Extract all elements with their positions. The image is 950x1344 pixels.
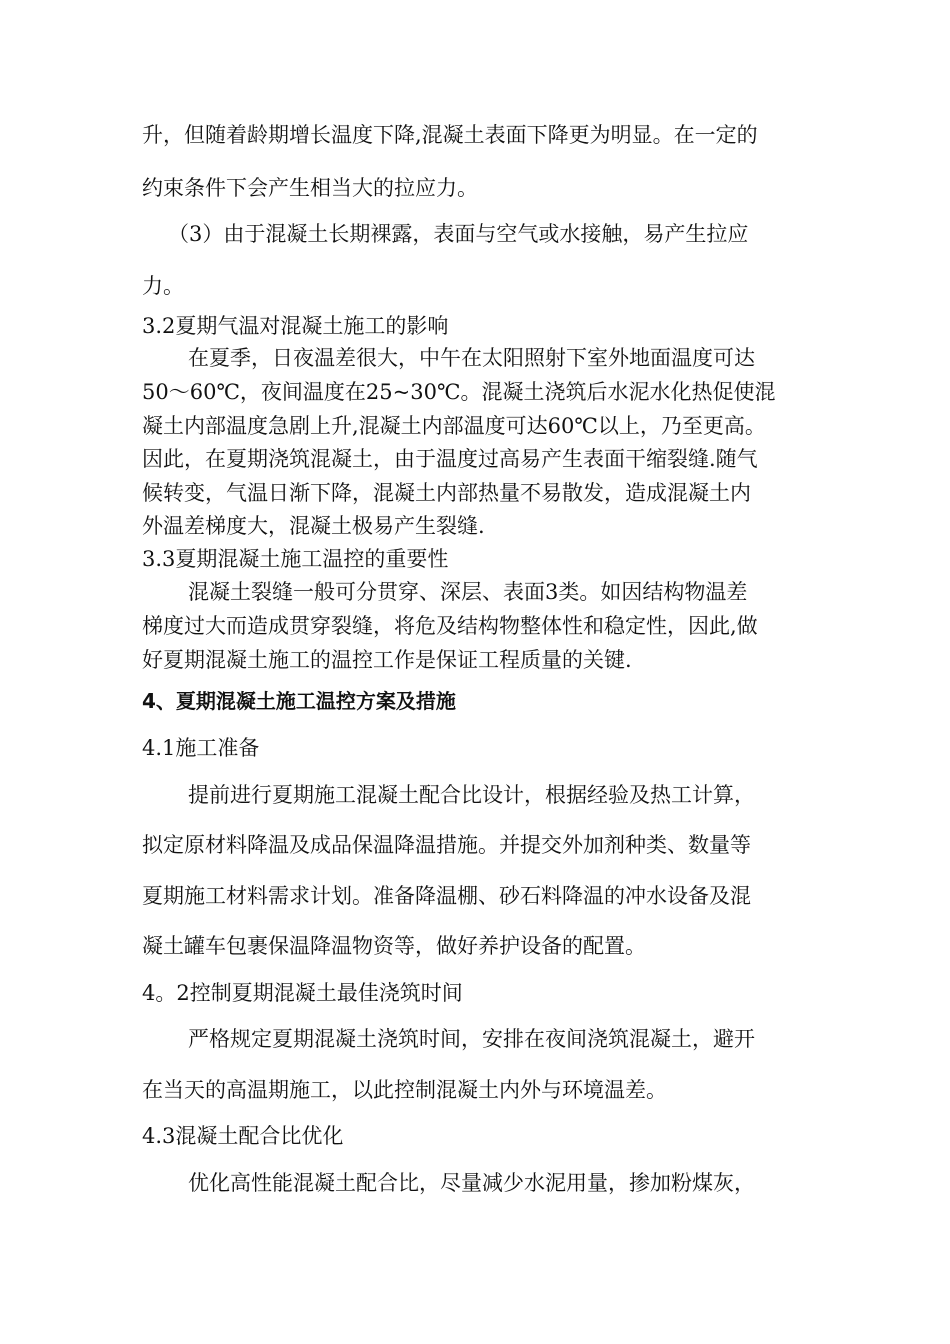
text-line: （3）由于混凝土长期裸露，表面与空气或水接触，易产生拉应 (168, 222, 749, 246)
text-line: 因此，在夏期浇筑混凝土，由于温度过高易产生表面干缩裂缝.随气 (142, 447, 758, 471)
text-line: 50～60℃，夜间温度在25~30℃。混凝土浇筑后水泥水化热促使混 (142, 380, 776, 404)
text-line: 升，但随着龄期增长温度下降,混凝土表面下降更为明显。在一定的 (142, 123, 758, 147)
section-heading: 3.3夏期混凝土施工温控的重要性 (142, 547, 449, 571)
text-line: 优化高性能混凝土配合比，尽量减少水泥用量，掺加粉煤灰， (188, 1171, 755, 1195)
text-line: 外温差梯度大，混凝土极易产生裂缝. (142, 514, 485, 538)
text-line: 提前进行夏期施工混凝土配合比设计，根据经验及热工计算， (188, 783, 755, 807)
text-line: 凝土内部温度急剧上升,混凝土内部温度可达60℃以上，乃至更高。 (142, 414, 766, 438)
text-line: 约束条件下会产生相当大的拉应力。 (142, 176, 478, 200)
section-heading: 3.2夏期气温对混凝土施工的影响 (142, 314, 449, 338)
text-line: 在当天的高温期施工，以此控制混凝土内外与环境温差。 (142, 1078, 667, 1102)
text-line: 好夏期混凝土施工的温控工作是保证工程质量的关键. (142, 648, 632, 672)
text-line: 夏期施工材料需求计划。准备降温棚、砂石料降温的冲水设备及混 (142, 884, 751, 908)
text-line: 凝土罐车包裹保温降温物资等，做好养护设备的配置。 (142, 934, 646, 958)
text-line: 在夏季，日夜温差很大，中午在太阳照射下室外地面温度可达 (188, 346, 755, 370)
text-line: 拟定原材料降温及成品保温降温措施。并提交外加剂种类、数量等 (142, 833, 751, 857)
section-heading: 4.1施工准备 (142, 736, 260, 760)
text-line: 梯度过大而造成贯穿裂缝，将危及结构物整体性和稳定性，因此,做 (142, 614, 758, 638)
text-line: 候转变，气温日渐下降，混凝土内部热量不易散发，造成混凝土内 (142, 481, 751, 505)
section-heading: 4。2控制夏期混凝土最佳浇筑时间 (142, 981, 463, 1005)
chapter-heading: 4、夏期混凝土施工温控方案及措施 (142, 689, 456, 713)
text-line: 严格规定夏期混凝土浇筑时间，安排在夜间浇筑混凝土，避开 (188, 1027, 755, 1051)
text-line: 力。 (142, 274, 184, 298)
section-heading: 4.3混凝土配合比优化 (142, 1124, 344, 1148)
text-line: 混凝土裂缝一般可分贯穿、深层、表面3类。如因结构物温差 (188, 580, 748, 604)
